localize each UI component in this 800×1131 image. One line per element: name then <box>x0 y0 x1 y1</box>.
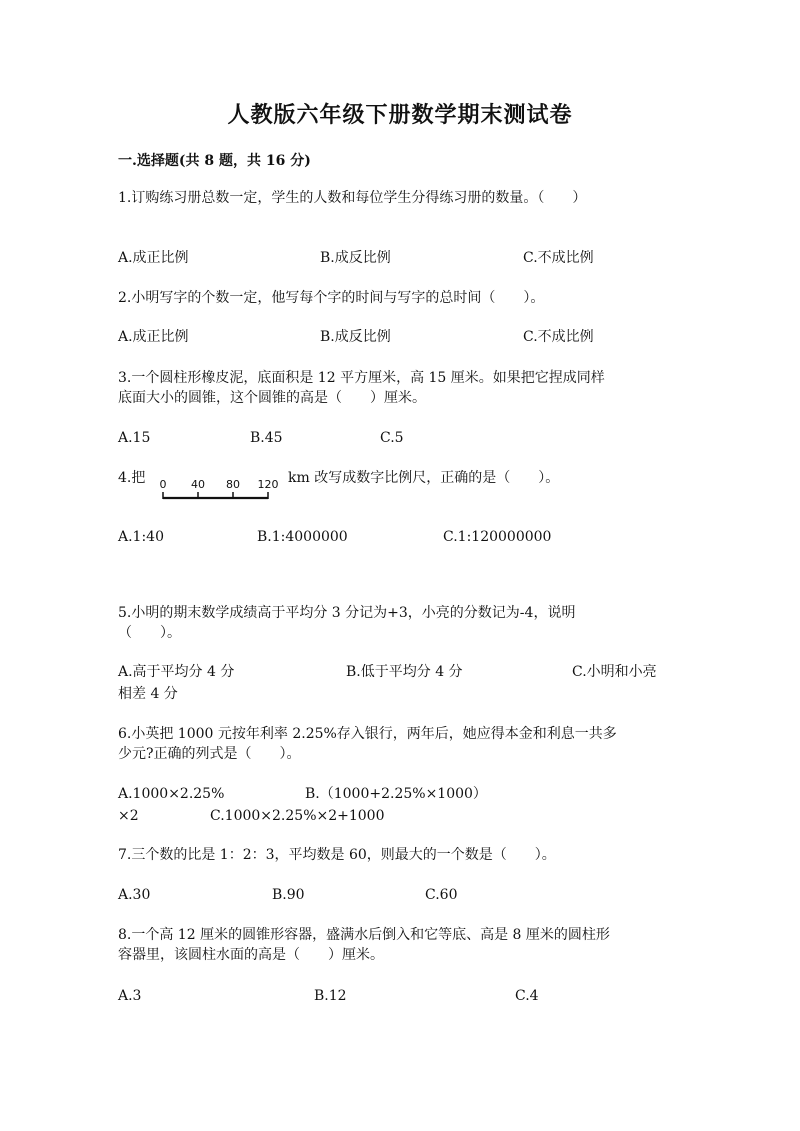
question-1-text: 1.订购练习册总数一定，学生的人数和每位学生分得练习册的数量。（ ） <box>118 190 587 206</box>
question-6-option-b: B.（1000+2.25%×1000） <box>305 786 487 802</box>
question-5-text-line-1: 5.小明的期末数学成绩高于平均分 3 分记为+3，小亮的分数记为-4，说明 <box>118 605 576 621</box>
question-1-option-c: C.不成比例 <box>523 250 594 266</box>
question-8-option-b: B.12 <box>314 988 347 1004</box>
question-3-text-line-1: 3.一个圆柱形橡皮泥，底面积是 12 平方厘米，高 15 厘米。如果把它捏成同样 <box>118 370 605 386</box>
question-8-option-c: C.4 <box>515 988 539 1004</box>
section-heading: 一.选择题(共 8 题，共 16 分) <box>118 153 311 169</box>
question-4-option-c: C.1:120000000 <box>443 529 552 545</box>
question-5-option-a: A.高于平均分 4 分 <box>118 664 235 680</box>
question-4-text-after: km 改写成数字比例尺，正确的是（ ）。 <box>288 470 560 486</box>
question-7-text: 7.三个数的比是 1：2：3，平均数是 60，则最大的一个数是（ ）。 <box>118 847 556 863</box>
question-2-option-b: B.成反比例 <box>320 329 391 345</box>
question-6-option-b-continued: ×2 <box>118 808 139 824</box>
question-1-option-b: B.成反比例 <box>320 250 391 266</box>
scale-bar <box>158 476 282 502</box>
question-4-option-a: A.1:40 <box>118 529 164 545</box>
question-6-text-line-1: 6.小英把 1000 元按年利率 2.25%存入银行，两年后，她应得本金和利息一共多 <box>118 726 617 742</box>
question-3-option-b: B.45 <box>250 430 283 446</box>
scale-tick-label-120: 120 <box>257 478 279 491</box>
question-5-option-b: B.低于平均分 4 分 <box>346 664 463 680</box>
question-7-option-b: B.90 <box>272 887 305 903</box>
page-title: 人教版六年级下册数学期末测试卷 <box>227 102 573 128</box>
question-8-text-line-2: 容器里，该圆柱水面的高是（ ）厘米。 <box>118 947 384 963</box>
question-2-option-a: A.成正比例 <box>118 329 189 345</box>
question-5-option-c-continued: 相差 4 分 <box>118 686 178 702</box>
scale-tick-label-80: 80 <box>226 478 240 491</box>
question-6-text-line-2: 少元?正确的列式是（ ）。 <box>118 746 301 762</box>
question-3-option-c: C.5 <box>380 430 404 446</box>
question-5-text-line-2: （ ）。 <box>118 625 181 641</box>
scale-tick-label-0: 0 <box>159 478 167 491</box>
question-5-option-c: C.小明和小亮 <box>572 664 657 680</box>
question-1-option-a: A.成正比例 <box>118 250 189 266</box>
question-6-option-a: A.1000×2.25% <box>118 786 225 802</box>
question-3-text-line-2: 底面大小的圆锥，这个圆锥的高是（ ）厘米。 <box>118 390 426 406</box>
question-2-option-c: C.不成比例 <box>523 329 594 345</box>
question-8-option-a: A.3 <box>118 988 142 1004</box>
question-6-option-c: C.1000×2.25%×2+1000 <box>210 808 385 824</box>
question-4-option-b: B.1:4000000 <box>257 529 348 545</box>
question-2-text: 2.小明写字的个数一定，他写每个字的时间与写字的总时间（ ）。 <box>118 290 545 306</box>
scale-tick-label-40: 40 <box>191 478 205 491</box>
question-4-text-before: 4.把 <box>118 470 146 486</box>
question-3-option-a: A.15 <box>118 430 151 446</box>
question-7-option-c: C.60 <box>425 887 458 903</box>
question-7-option-a: A.30 <box>118 887 151 903</box>
question-8-text-line-1: 8.一个高 12 厘米的圆锥形容器，盛满水后倒入和它等底、高是 8 厘米的圆柱形 <box>118 927 610 943</box>
